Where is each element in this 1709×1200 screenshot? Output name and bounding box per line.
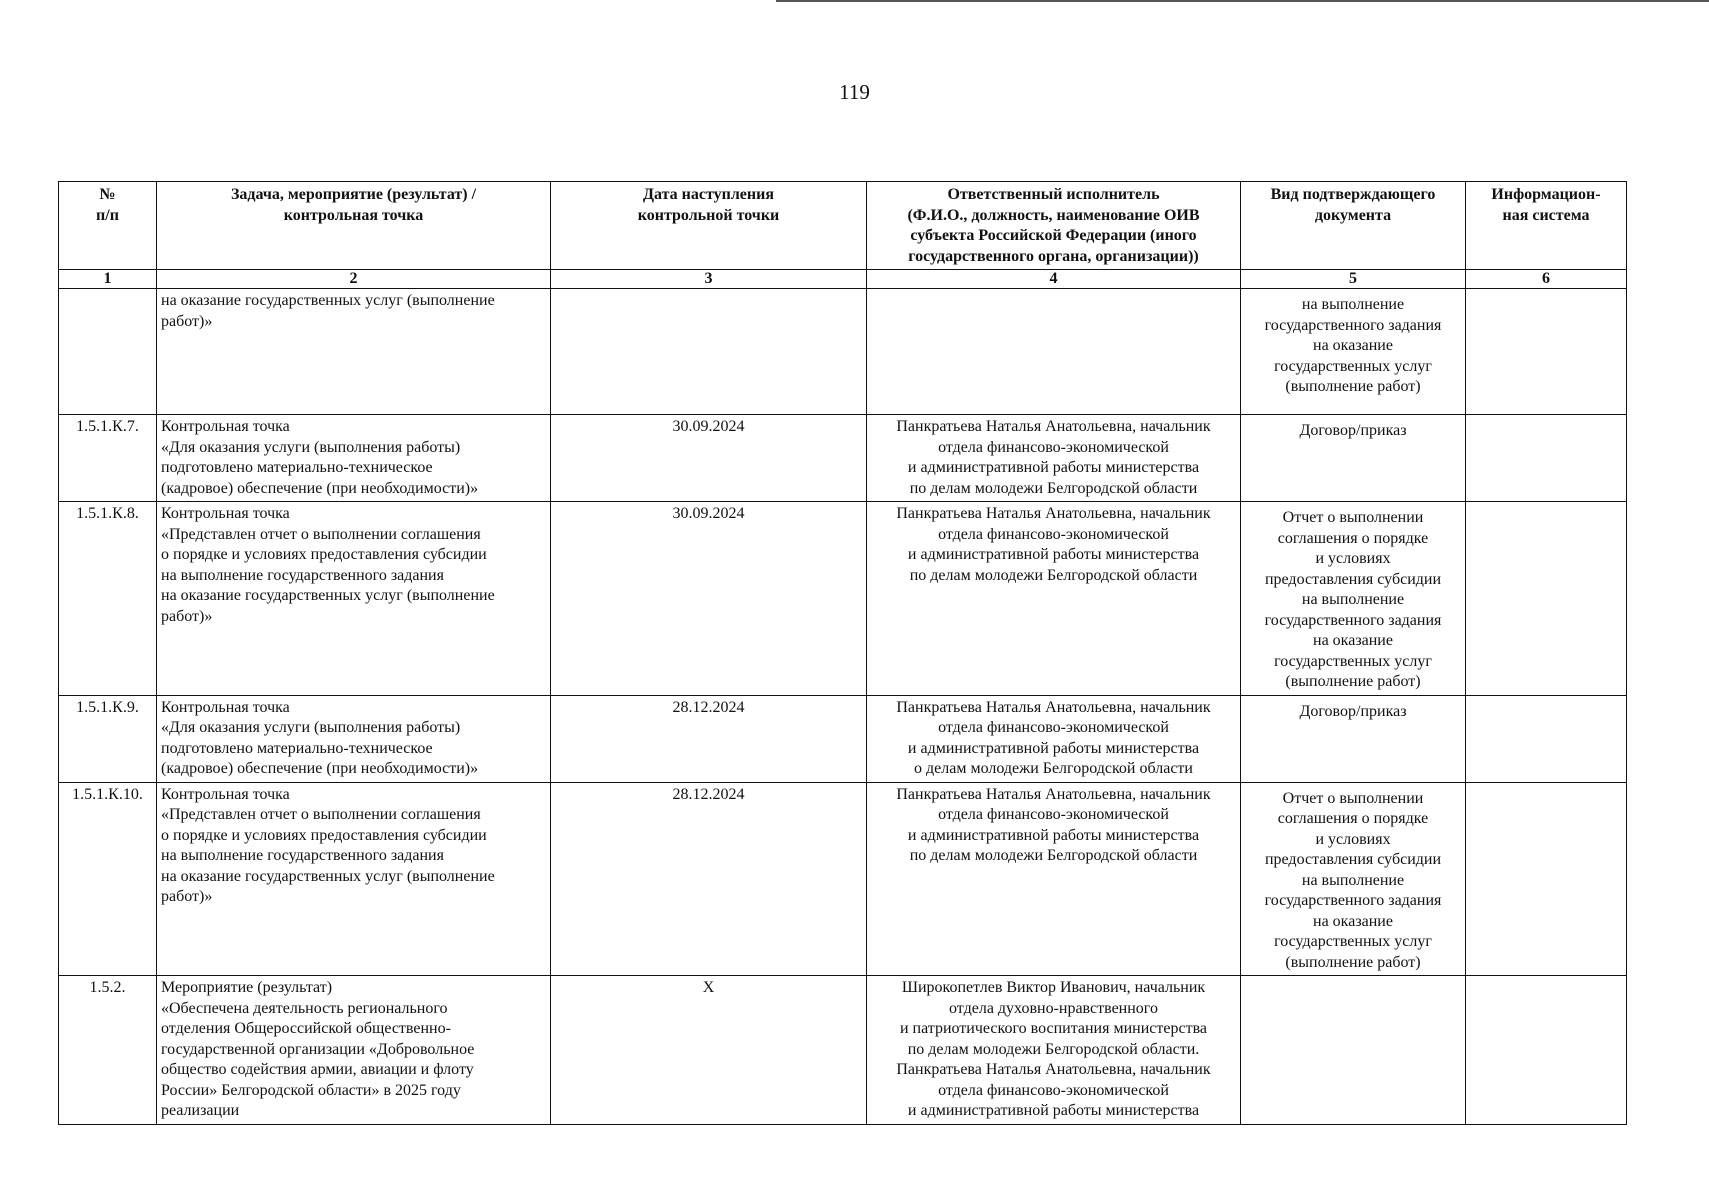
row-date: 30.09.2024	[551, 415, 867, 502]
row-number: 1.5.1.К.7.	[59, 415, 157, 502]
row-system	[1466, 782, 1627, 976]
column-number: 3	[551, 270, 867, 289]
table-row	[59, 502, 1627, 696]
table-row	[59, 415, 1627, 502]
header-date: Дата наступления контрольной точки	[551, 182, 867, 270]
top-rule	[776, 0, 1709, 2]
column-number-row	[59, 270, 1627, 289]
row-date: 28.12.2024	[551, 695, 867, 782]
table-row	[59, 976, 1627, 1125]
header-system: Информацион- ная система	[1466, 182, 1627, 270]
row-system	[1466, 289, 1627, 415]
row-document: на выполнение государственного задания на оказание государственных услуг (выполнение работ)	[1241, 289, 1466, 415]
row-responsible: Панкратьева Наталья Анатольевна, начальник отдела финансово-экономической и административной работы министерства по делам молодежи Белгородской области	[867, 782, 1241, 976]
row-document: Договор/приказ	[1241, 415, 1466, 502]
header-document: Вид подтверждающего документа	[1241, 182, 1466, 270]
row-system	[1466, 695, 1627, 782]
row-system	[1466, 415, 1627, 502]
row-task: на оказание государственных услуг (выполнение работ)»	[157, 289, 551, 415]
row-date: 28.12.2024	[551, 782, 867, 976]
header-responsible: Ответственный исполнитель (Ф.И.О., должность, наименование ОИВ субъекта Российской Федерации (иного государственного органа, организации))	[867, 182, 1241, 270]
header-row	[59, 182, 1627, 270]
row-responsible: Панкратьева Наталья Анатольевна, начальник отдела финансово-экономической и административной работы министерства по делам молодежи Белгородской области	[867, 415, 1241, 502]
row-system	[1466, 976, 1627, 1125]
row-number: 1.5.1.К.8.	[59, 502, 157, 696]
row-task: Контрольная точка «Представлен отчет о выполнении соглашения о порядке и условиях предоставления субсидии на выполнение государственного задания на оказание государственных услуг (выполнение работ)»	[157, 502, 551, 696]
row-task: Контрольная точка «Для оказания услуги (выполнения работы) подготовлено материально-техническое (кадровое) обеспечение (при необходимости)»	[157, 695, 551, 782]
row-responsible: Панкратьева Наталья Анатольевна, начальник отдела финансово-экономической и административной работы министерства по делам молодежи Белгородской области	[867, 502, 1241, 696]
row-responsible	[867, 289, 1241, 415]
row-task: Контрольная точка «Представлен отчет о выполнении соглашения о порядке и условиях предоставления субсидии на выполнение государственного задания на оказание государственных услуг (выполнение работ)»	[157, 782, 551, 976]
row-system	[1466, 502, 1627, 696]
header-task: Задача, мероприятие (результат) / контрольная точка	[157, 182, 551, 270]
table-row	[59, 289, 1627, 415]
header-num: № п/п	[59, 182, 157, 270]
row-responsible: Широкопетлев Виктор Иванович, начальник отдела духовно-нравственного и патриотического воспитания министерства по делам молодежи Белгородской области. Панкратьева Наталья Анатольевна, начальник отдела финансово-экономической и административной работы министерства	[867, 976, 1241, 1125]
row-number: 1.5.1.К.10.	[59, 782, 157, 976]
row-responsible: Панкратьева Наталья Анатольевна, начальник отдела финансово-экономической и административной работы министерства о делам молодежи Белгородской области	[867, 695, 1241, 782]
row-task: Мероприятие (результат) «Обеспечена деятельность регионального отделения Общероссийской общественно- государственной организации «Добровольное общество содействия армии, авиации и флоту России» Белгородской области» в 2025 году реализации	[157, 976, 551, 1125]
row-document: Отчет о выполнении соглашения о порядке и условиях предоставления субсидии на выполнение государственного задания на оказание государственных услуг (выполнение работ)	[1241, 502, 1466, 696]
row-date: 30.09.2024	[551, 502, 867, 696]
table-row	[59, 782, 1627, 976]
row-task: Контрольная точка «Для оказания услуги (выполнения работы) подготовлено материально-техническое (кадровое) обеспечение (при необходимости)»	[157, 415, 551, 502]
row-document: Договор/приказ	[1241, 695, 1466, 782]
table-row	[59, 695, 1627, 782]
plan-table	[58, 181, 1627, 1125]
row-number: 1.5.1.К.9.	[59, 695, 157, 782]
column-number: 6	[1466, 270, 1627, 289]
row-date	[551, 289, 867, 415]
column-number: 2	[157, 270, 551, 289]
row-number: 1.5.2.	[59, 976, 157, 1125]
column-number: 4	[867, 270, 1241, 289]
row-date: X	[551, 976, 867, 1125]
row-document	[1241, 976, 1466, 1125]
page-number: 119	[839, 80, 870, 104]
row-document: Отчет о выполнении соглашения о порядке и условиях предоставления субсидии на выполнение государственного задания на оказание государственных услуг (выполнение работ)	[1241, 782, 1466, 976]
row-number	[59, 289, 157, 415]
column-number: 5	[1241, 270, 1466, 289]
column-number: 1	[59, 270, 157, 289]
